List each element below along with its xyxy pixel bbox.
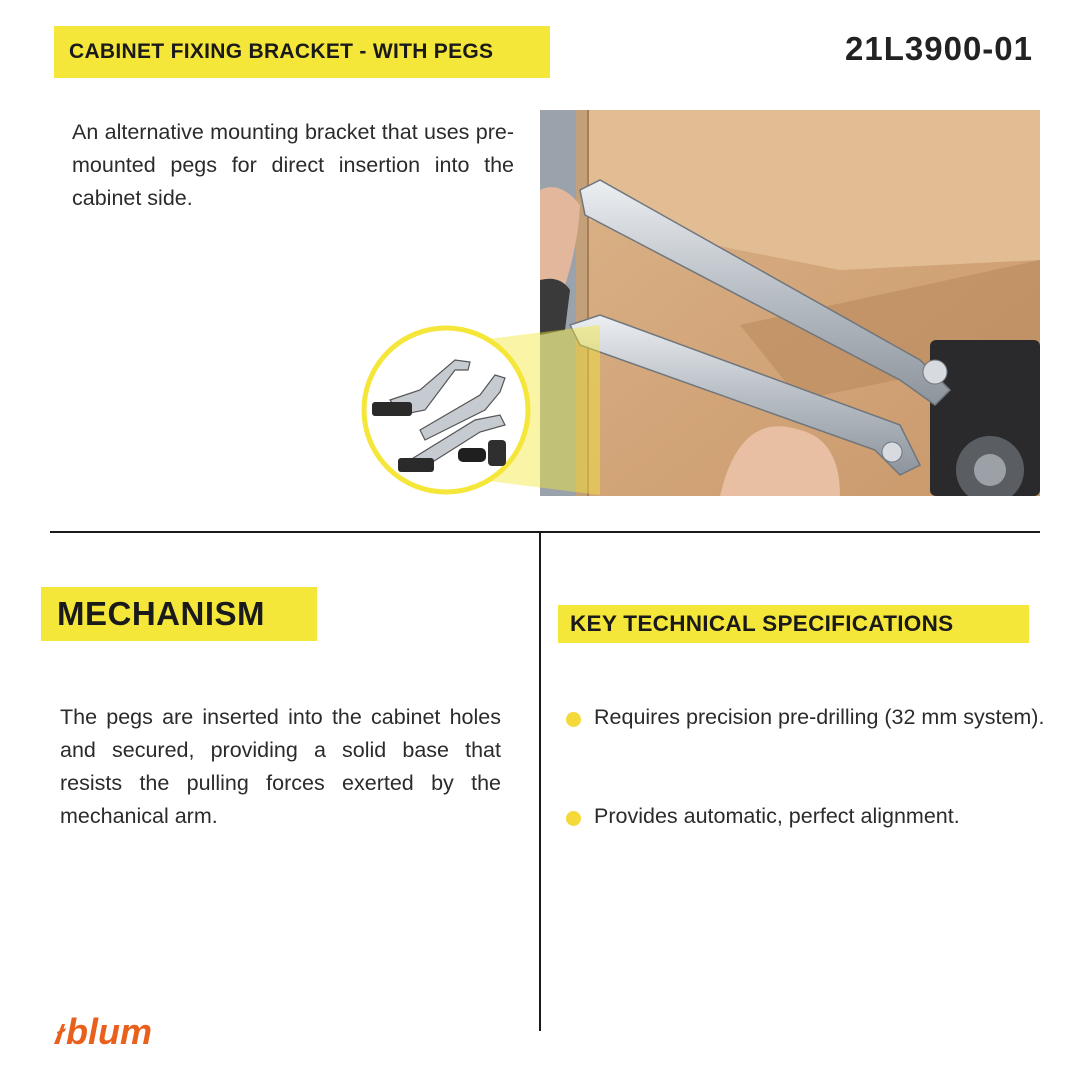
specs-heading: KEY TECHNICAL SPECIFICATIONS: [558, 605, 1029, 643]
zoom-callout: [360, 320, 600, 500]
product-photo: [540, 110, 1040, 496]
spec-item-text: Provides automatic, perfect alignment.: [594, 804, 960, 828]
product-code: 21L3900-01: [845, 30, 1033, 67]
vertical-divider: [539, 533, 541, 1031]
blum-logo: [52, 1010, 184, 1050]
mechanism-paragraph: The pegs are inserted into the cabinet holes and secured, providing a solid base that resists the pulling forces exerted by the mechanical arm.: [60, 705, 501, 828]
intro-paragraph: An alternative mounting bracket that uses pre-mounted pegs for direct insertion into the cabinet side.: [72, 120, 514, 210]
spec-item-text: Requires precision pre-drilling (32 mm system).: [594, 705, 1045, 729]
mechanism-heading: MECHANISM: [41, 587, 317, 641]
bullet-dot-icon: [566, 811, 581, 826]
spec-item: [566, 800, 1052, 833]
title-tag: CABINET FIXING BRACKET - WITH PEGS: [54, 26, 550, 78]
spec-item: [566, 701, 1052, 734]
logo-text: blum: [66, 1011, 152, 1050]
bullet-dot-icon: [566, 712, 581, 727]
horizontal-divider: [50, 531, 1040, 533]
